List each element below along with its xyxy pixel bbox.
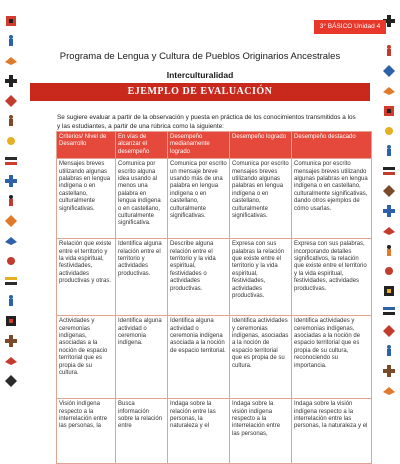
decorative-border-left: [0, 0, 22, 400]
table-cell: Comunica por escrito alguna idea usando al menos una palabra en lengua indígena o en castellano, culturalmente significativa.: [116, 159, 168, 239]
cross-motif-icon: [4, 334, 18, 348]
cross-motif-icon: [4, 74, 18, 88]
person-motif-icon: [382, 44, 396, 58]
table-row: [57, 239, 372, 316]
table-cell: Identifica alguna actividad o ceremonia indígena asociada a la noción de espacio territorial.: [168, 316, 230, 399]
sun-motif-icon: [4, 134, 18, 148]
table-row: [57, 399, 372, 464]
evaluation-banner: EJEMPLO DE EVALUACIÓN: [30, 83, 370, 101]
table-cell: Expresa con sus palabras la relación que existe entre el territorio y la vida espiritual, festividades, actividades productivas.: [230, 239, 292, 316]
person-motif-icon: [4, 114, 18, 128]
table-cell: Identifica alguna actividad o ceremonia indígena.: [116, 316, 168, 399]
weave-motif-icon: [382, 164, 396, 178]
program-title: Programa de Lengua y Cultura de Pueblos Originarios Ancestrales: [59, 51, 341, 62]
table-row: [57, 159, 372, 239]
table-cell: Indaga sobre la visión indígena respecto a la interrelación entre las personas, la naturaleza y el: [292, 399, 372, 464]
person-motif-icon: [382, 344, 396, 358]
weave-motif-icon: [4, 274, 18, 288]
trarilonko-motif-icon: [382, 284, 396, 298]
trarilonko-motif-icon: [4, 14, 18, 28]
diamond-motif-icon: [4, 214, 18, 228]
table-cell: Comunica por escrito mensajes breves utilizando algunas palabras en lengua indígena o en castellano, culturalmente significativas.: [230, 159, 292, 239]
table-cell: Identifica actividades y ceremonias indígenas, asociadas a la noción de espacio territorial que es propia de su cultura, reconociendo su importancia.: [292, 316, 372, 399]
person-motif-icon: [4, 34, 18, 48]
header-level-4: Desempeño destacado: [292, 132, 372, 159]
header-criteria: Criterios/ Nivel de Desarrollo: [57, 132, 116, 159]
section-subtitle: Interculturalidad: [166, 70, 234, 80]
intro-paragraph: Se sugiere evaluar a partir de la observación y puesta en práctica de los conocimientos transmitidos a los y las estudiantes, a partir de una rúbrica como la siguiente:: [57, 114, 356, 130]
table-cell: Indaga sobre la relación entre las personas, la naturaleza y el: [168, 399, 230, 464]
diamond-motif-icon: [4, 374, 18, 388]
diamond-motif-icon: [382, 184, 396, 198]
table-cell: Expresa con sus palabras, incorporando detalles significativos, la relación que existe entre el territorio y la vida espiritual, festividades, actividades productivas.: [292, 239, 372, 316]
bird-motif-icon: [382, 84, 396, 98]
bird-motif-icon: [382, 224, 396, 238]
rubric-header-row: [57, 132, 372, 159]
cross-motif-icon: [4, 174, 18, 188]
table-cell: Busca información sobre la relación entre: [116, 399, 168, 464]
weave-motif-icon: [382, 304, 396, 318]
table-cell: Actividades y ceremonias indígenas, asociadas a la noción de espacio territorial que es propia de su cultura.: [57, 316, 116, 399]
header-level-2: Desempeño medianamente logrado: [168, 132, 230, 159]
sun-motif-icon: [4, 254, 18, 268]
diamond-motif-icon: [382, 64, 396, 78]
header-level-3: Desempeño logrado: [230, 132, 292, 159]
table-cell: Describe alguna relación entre el territorio y la vida espiritual, festividades o actividades productivas.: [168, 239, 230, 316]
trarilonko-motif-icon: [4, 314, 18, 328]
table-row: [57, 316, 372, 399]
bird-motif-icon: [4, 354, 18, 368]
rubric-table: [56, 131, 372, 464]
table-cell: Mensajes breves utilizando algunas palabras en lengua indígena o en castellano, culturalmente significativas.: [57, 159, 116, 239]
sun-motif-icon: [382, 264, 396, 278]
person-motif-icon: [4, 294, 18, 308]
table-cell: Indaga sobre la visión indígena respecto a la interrelación entre las personas,: [230, 399, 292, 464]
bird-motif-icon: [4, 234, 18, 248]
person-motif-icon: [382, 144, 396, 158]
grade-unit-badge: 3° BÁSICO Unidad 4: [314, 20, 386, 34]
table-cell: Visión indígena respecto a la interrelación entre las personas, la: [57, 399, 116, 464]
cross-motif-icon: [382, 364, 396, 378]
person-motif-icon: [382, 244, 396, 258]
table-cell: Identifica actividades y ceremonias indígenas, asociadas a la noción de espacio territorial que es propia de su cultura.: [230, 316, 292, 399]
header-level-1: En vías de alcanzar el desempeño: [116, 132, 168, 159]
diamond-motif-icon: [382, 324, 396, 338]
cross-motif-icon: [382, 204, 396, 218]
table-cell: Comunica por escrito mensajes breves utilizando algunas palabras en lengua indígena o en castellano, culturalmente significativas, dando otros ejemplos de cómo usarlas.: [292, 159, 372, 239]
table-cell: Identifica alguna relación entre el territorio y actividades productivas.: [116, 239, 168, 316]
table-cell: Comunica por escrito un mensaje breve usando más de una palabra en lengua indígena o en castellano, culturalmente significativas.: [168, 159, 230, 239]
weave-motif-icon: [4, 154, 18, 168]
table-cell: Relación que existe entre el territorio y la vida espiritual, festividades, actividades productivas y otras.: [57, 239, 116, 316]
trarilonko-motif-icon: [382, 104, 396, 118]
bird-motif-icon: [4, 54, 18, 68]
decorative-border-right: [378, 0, 400, 400]
person-motif-icon: [4, 194, 18, 208]
sun-motif-icon: [382, 124, 396, 138]
diamond-motif-icon: [4, 94, 18, 108]
bird-motif-icon: [382, 384, 396, 398]
